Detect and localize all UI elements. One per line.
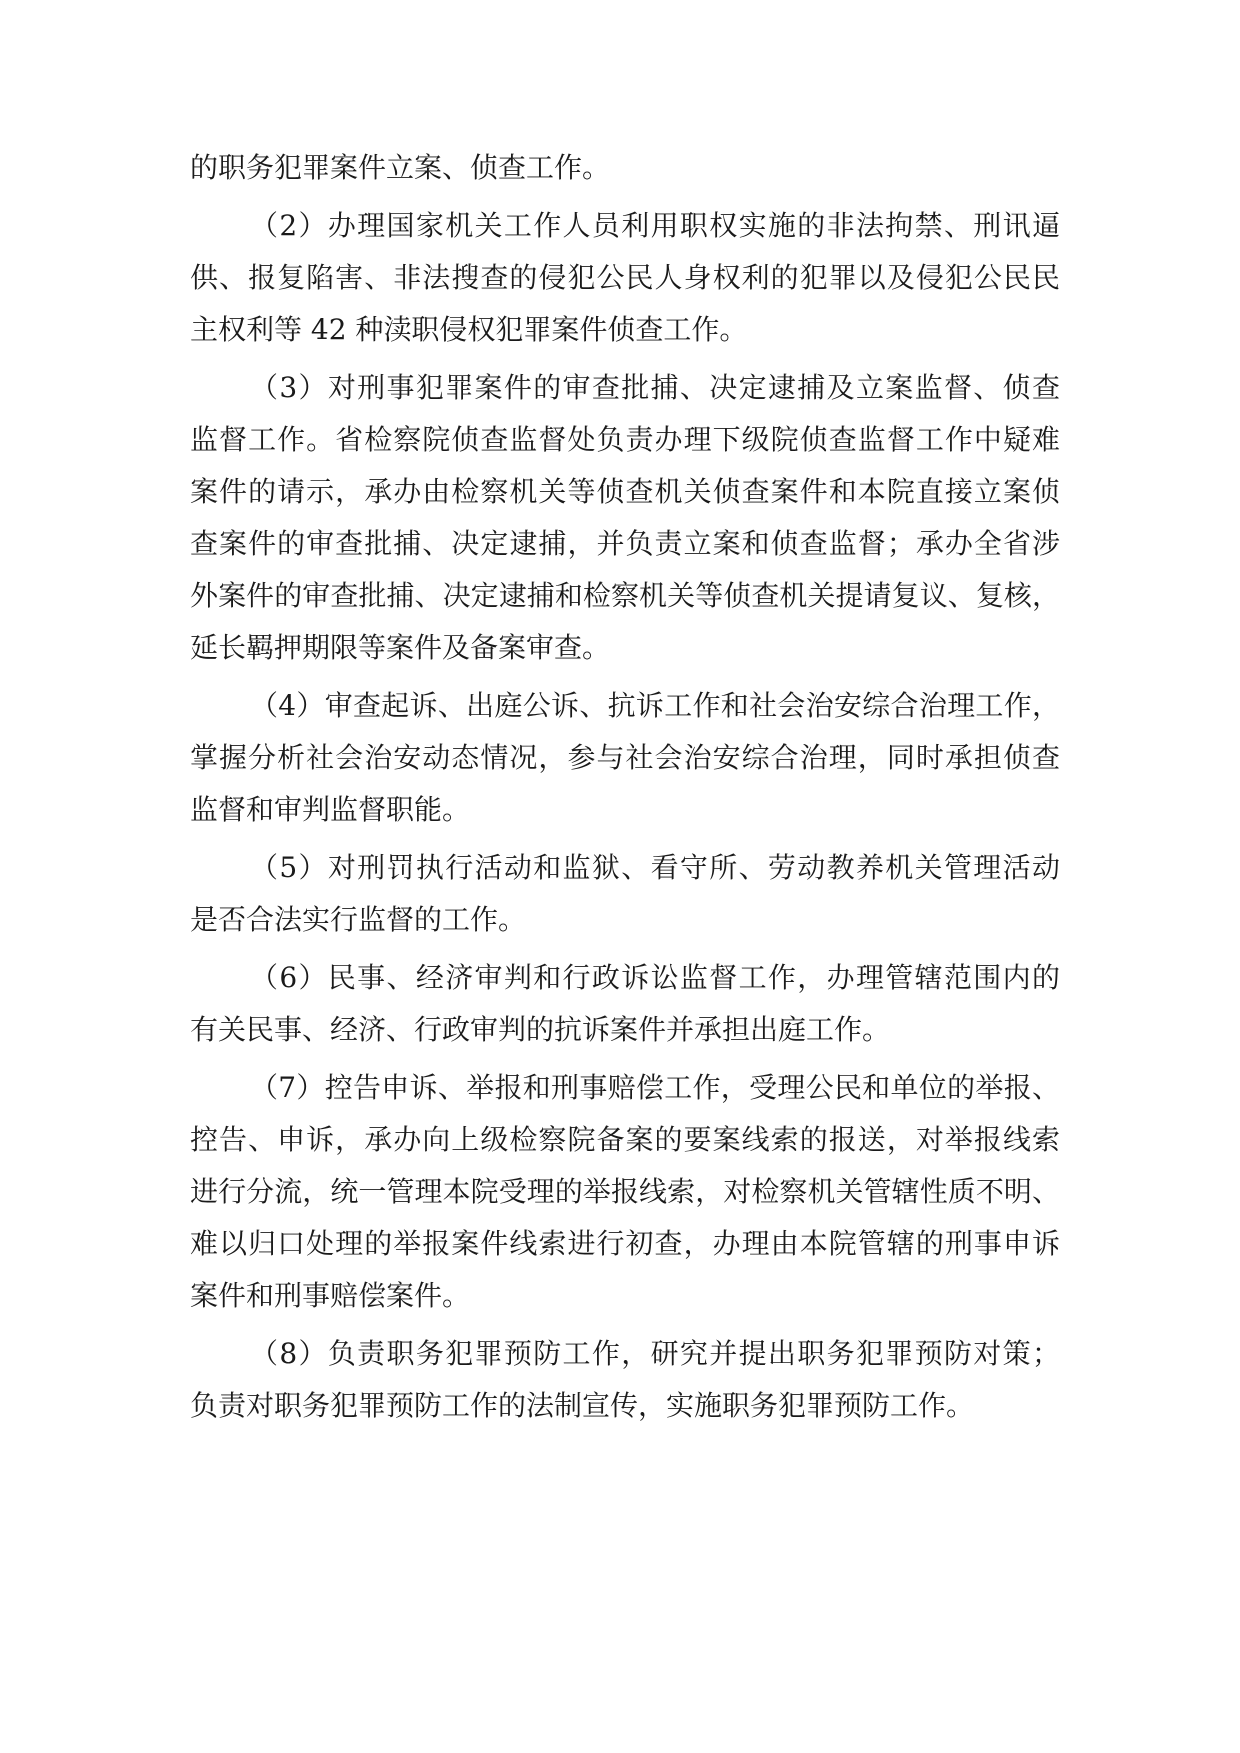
paragraph-3-line: （3）对刑事犯罪案件的审查批捕、决定逮捕及立案监督、侦查 bbox=[250, 371, 1060, 404]
text-line: 进行分流，统一管理本院受理的举报线索，对检察机关管辖性质不明、 bbox=[190, 1175, 1060, 1208]
paragraph-4-line: （4）审查起诉、出庭公诉、抗诉工作和社会治安综合治理工作， bbox=[250, 689, 1060, 722]
text-line: 掌握分析社会治安动态情况，参与社会治安综合治理，同时承担侦查 bbox=[190, 741, 1060, 774]
paragraph-5-line: （5）对刑罚执行活动和监狱、看守所、劳动教养机关管理活动 bbox=[250, 851, 1060, 884]
text-line: 查案件的审查批捕、决定逮捕，并负责立案和侦查监督；承办全省涉 bbox=[190, 527, 1060, 560]
paragraph-7-line: （7）控告申诉、举报和刑事赔偿工作，受理公民和单位的举报、 bbox=[250, 1071, 1060, 1104]
text-line: 案件的请示，承办由检察机关等侦查机关侦查案件和本院直接立案侦 bbox=[190, 475, 1060, 508]
paragraph-2-line: （2）办理国家机关工作人员利用职权实施的非法拘禁、刑讯逼 bbox=[250, 209, 1060, 242]
text-line: 难以归口处理的举报案件线索进行初查，办理由本院管辖的刑事申诉 bbox=[190, 1227, 1060, 1260]
text-line: 是否合法实行监督的工作。 bbox=[190, 903, 527, 936]
text-line: 监督和审判监督职能。 bbox=[190, 793, 471, 826]
text-line: 延长羁押期限等案件及备案审查。 bbox=[190, 631, 611, 664]
paragraph-8-line: （8）负责职务犯罪预防工作，研究并提出职务犯罪预防对策； bbox=[250, 1337, 1060, 1370]
text-line: 控告、申诉，承办向上级检察院备案的要案线索的报送，对举报线索 bbox=[190, 1123, 1060, 1156]
text-line: 监督工作。省检察院侦查监督处负责办理下级院侦查监督工作中疑难 bbox=[190, 423, 1060, 456]
paragraph-6-line: （6）民事、经济审判和行政诉讼监督工作，办理管辖范围内的 bbox=[250, 961, 1060, 994]
text-line: 主权利等 42 种渎职侵权犯罪案件侦查工作。 bbox=[190, 313, 748, 346]
text-line: 供、报复陷害、非法搜查的侵犯公民人身权利的犯罪以及侵犯公民民 bbox=[190, 261, 1060, 294]
text-line: 有关民事、经济、行政审判的抗诉案件并承担出庭工作。 bbox=[190, 1013, 891, 1046]
text-line: 外案件的审查批捕、决定逮捕和检察机关等侦查机关提请复议、复核， bbox=[190, 579, 1060, 612]
text-line: 的职务犯罪案件立案、侦查工作。 bbox=[190, 151, 611, 184]
text-line: 案件和刑事赔偿案件。 bbox=[190, 1279, 471, 1312]
text-line: 负责对职务犯罪预防工作的法制宣传，实施职务犯罪预防工作。 bbox=[190, 1389, 975, 1422]
